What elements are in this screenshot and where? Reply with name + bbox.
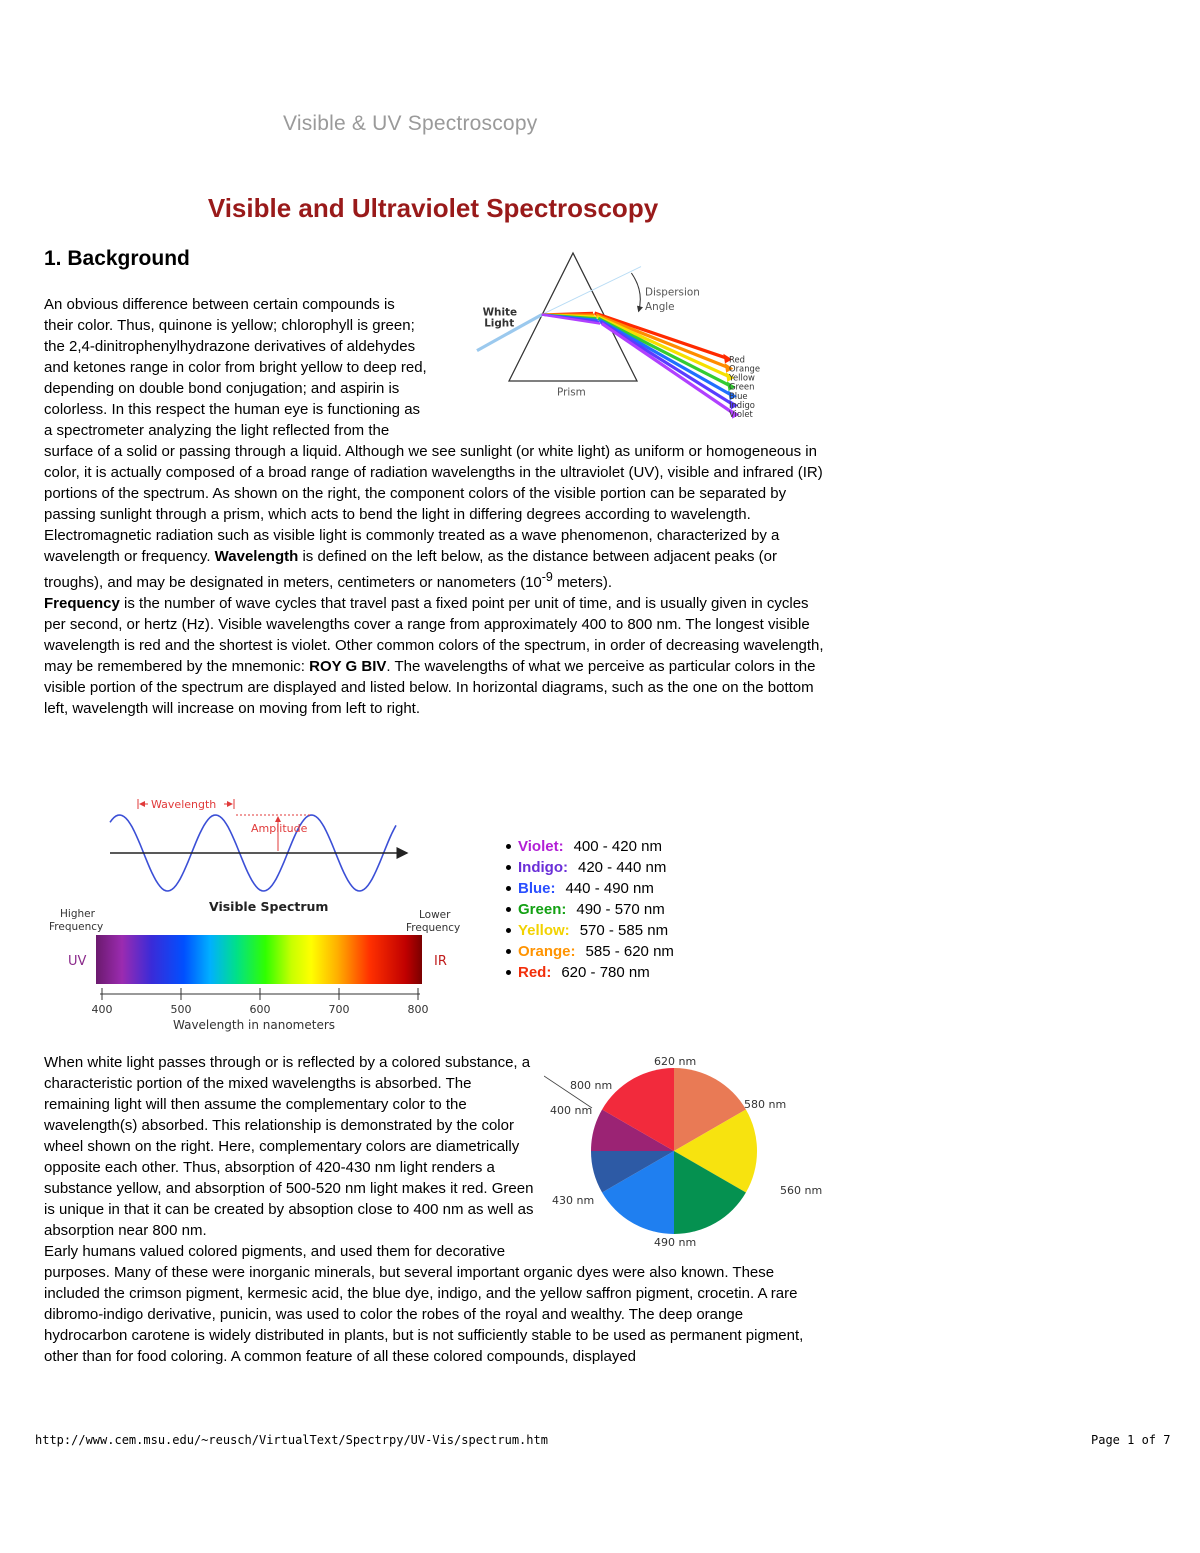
reference-ray <box>542 267 641 315</box>
color-label: Blue <box>729 390 748 401</box>
color-ranges-list <box>502 836 674 983</box>
dispersed-ray <box>601 322 732 404</box>
prism-dispersion-figure <box>434 249 824 421</box>
spectrum-axis-label: Wavelength in nanometers <box>173 1018 336 1032</box>
lower-frequency-label: Lower <box>419 909 451 921</box>
running-title: Visible & UV Spectroscopy <box>283 112 538 135</box>
term-frequency: Frequency <box>44 595 120 612</box>
bullet <box>506 844 511 849</box>
bullet <box>506 907 511 912</box>
color-name: Blue: <box>518 880 556 897</box>
color-range-item <box>502 878 674 899</box>
wheel-label: 800 nm <box>570 1079 613 1092</box>
spectrum-title: Visible Spectrum <box>209 899 329 914</box>
color-wheel <box>591 1068 757 1234</box>
page-title: Visible and Ultraviolet Spectroscopy <box>207 193 659 223</box>
section-heading: 1. Background <box>44 247 190 270</box>
color-label: Indigo <box>729 399 755 410</box>
color-range-item <box>502 941 674 962</box>
wavelength-range: 570 - 585 nm <box>579 922 669 939</box>
text-run: Early humans valued colored pigments, and used them for decorative purposes. Many of these were inorganic minerals, but several important organic dyes were also known. These included the crimson pigment, kermesic acid, the blue dye, indigo, and the yellow saffron pigment, crocetin. A rare dibromo-indigo derivative, punicin, was used to color the robes of the royal and wealthy. The deep orange hydrocarbon carotene is widely distributed in plants, but is not sufficiently stable to be used as permanent pigment, other than for food coloring. A common feature of all these colored compounds, displayed <box>44 1243 804 1365</box>
lower-frequency-label: Frequency <box>406 922 461 934</box>
background-paragraph <box>44 286 824 719</box>
internal-rays <box>542 313 600 324</box>
color-name: Violet: <box>518 838 564 855</box>
color-wheel-figure <box>544 1054 824 1254</box>
wavelength-range: 400 - 420 nm <box>573 838 662 855</box>
color-labels <box>728 355 760 419</box>
text-run: An obvious difference between certain compounds is their color. Thus, quinone is yellow; chlorophyll is green; the 2,4-dinitrophenylhydrazone derivatives of aldehydes and ketones range in color from bright yellow to deep red, depending on double bond conjugation; and aspirin is colorless. In this respect the human eye is functioning as a spectrometer analyzing the light reflected from the surface of a solid or passing through a liquid. Although we see sunlight (or white light) as uniform or homogeneous in color, it is actually composed of a broad range of radiation wavelengths in the ultraviolet (UV), visible and infrared (IR) portions of the spectrum. As shown on the right, the component colors of the visible portion can be separated by passing sunlight through a prism, which acts to bend the light in differing degrees according to wavelength. Electromagnetic radiation such as visible light is commonly treated as a wave phenomenon, characterized by a wavelength or frequency. <box>44 296 823 565</box>
mnemonic: ROY G BIV <box>309 658 387 675</box>
ir-label: IR <box>434 954 447 969</box>
color-range-item <box>502 920 674 941</box>
dispersed-rays <box>595 313 740 419</box>
text-run: When white light passes through or is reflected by a colored substance, a characteristic portion of the mixed wavelengths is absorbed. The remaining light will then assume the complementary color to the wavelength(s) absorbed. This relationship is demonstrated by the color wheel shown on the right. Here, complementary colors are diametrically opposite each other. Thus, absorption of 420-430 nm light renders a substance yellow, and absorption of 500-520 nm light makes it red. Green is unique in that it can be created by absoption close to 400 nm as well as absorption near 800 nm. <box>44 1054 534 1239</box>
spectrum-tick-label: 600 <box>249 1003 271 1016</box>
text-run: . The wavelengths of what we perceive as particular colors in the visible portion of the spectrum are displayed and listed below. In horizontal diagrams, such as the one on the bottom left, wavelength will increase on moving from left to right. <box>44 658 816 717</box>
color-absorption-paragraph <box>44 1052 824 1367</box>
footer-page-number: Page 1 of 7 <box>1091 1433 1171 1447</box>
visible-spectrum-bar <box>96 935 422 984</box>
color-label: Yellow <box>729 372 755 383</box>
term-wavelength: Wavelength <box>214 548 299 565</box>
dispersed-ray <box>599 320 730 395</box>
bullet <box>506 970 511 975</box>
wavelength-range: 420 - 440 nm <box>577 859 667 876</box>
white-light-label: White <box>482 306 518 319</box>
footer-url: http://www.cem.msu.edu/~reusch/VirtualText/Spectrpy/UV-Vis/spectrum.htm <box>35 1433 548 1447</box>
bullet <box>506 865 511 870</box>
color-label: Red <box>729 354 745 365</box>
spectrum-tick-label: 800 <box>407 1003 429 1016</box>
color-range-item <box>502 836 674 857</box>
superscript: -9 <box>541 570 553 584</box>
bullet <box>506 949 511 954</box>
dispersion-label: Angle <box>645 300 675 313</box>
wavelength-range: 440 - 490 nm <box>565 880 654 897</box>
color-range-item <box>502 962 674 983</box>
higher-frequency-label: Higher <box>60 908 95 920</box>
color-label: Green <box>729 381 755 392</box>
color-name: Indigo: <box>518 859 568 876</box>
prism-label: Prism <box>557 386 586 399</box>
wheel-label: 430 nm <box>552 1194 595 1207</box>
text-run: meters). <box>557 574 613 591</box>
spectrum-tick-label: 500 <box>170 1003 192 1016</box>
dispersion-arc <box>631 273 640 311</box>
wheel-label: 560 nm <box>780 1184 823 1197</box>
dispersed-ray <box>597 317 728 377</box>
text-run: is the number of wave cycles that travel past a fixed point per unit of time, and is usually given in cycles per second, or hertz (Hz). Visible wavelengths cover a range from approximately 400 to 800 nm. The longest visible wavelength is red and the shortest is violet. Other common colors of the spectrum, in order of decreasing wavelength, may be remembered by the mnemonic: <box>44 595 824 675</box>
wavelength-range: 585 - 620 nm <box>585 943 674 960</box>
color-range-item <box>502 857 674 878</box>
wheel-label: 580 nm <box>744 1098 787 1111</box>
wavelength-range: 490 - 570 nm <box>576 901 665 918</box>
color-range-item <box>502 899 674 920</box>
uv-label: UV <box>68 954 87 969</box>
wheel-label: 400 nm <box>550 1104 593 1117</box>
bullet <box>506 928 511 933</box>
spectrum-ticks <box>92 988 429 1016</box>
color-name: Red: <box>518 964 552 981</box>
wavelength-range: 620 - 780 nm <box>561 964 650 981</box>
color-label: Violet <box>729 408 753 419</box>
amplitude-label: Amplitude <box>251 822 308 835</box>
color-name: Yellow: <box>518 922 570 939</box>
text-run: is defined on the left below, as the distance between adjacent peaks (or troughs), and may be designated in meters, centimeters or nanometers (10 <box>44 548 777 591</box>
color-label: Orange <box>729 363 761 374</box>
color-name: Orange: <box>518 943 576 960</box>
wavelength-label: Wavelength <box>151 798 217 811</box>
spectrum-tick-label: 700 <box>328 1003 350 1016</box>
bullet <box>506 886 511 891</box>
color-name: Green: <box>518 901 567 918</box>
wheel-label: 490 nm <box>654 1236 697 1249</box>
higher-frequency-label: Frequency <box>49 921 104 933</box>
wheel-label: 620 nm <box>654 1055 697 1068</box>
spectrum-tick-label: 400 <box>91 1003 113 1016</box>
wave-spectrum-figure <box>44 795 474 1040</box>
white-light-label: Light <box>484 317 515 330</box>
dispersion-label: Dispersion <box>645 286 700 299</box>
